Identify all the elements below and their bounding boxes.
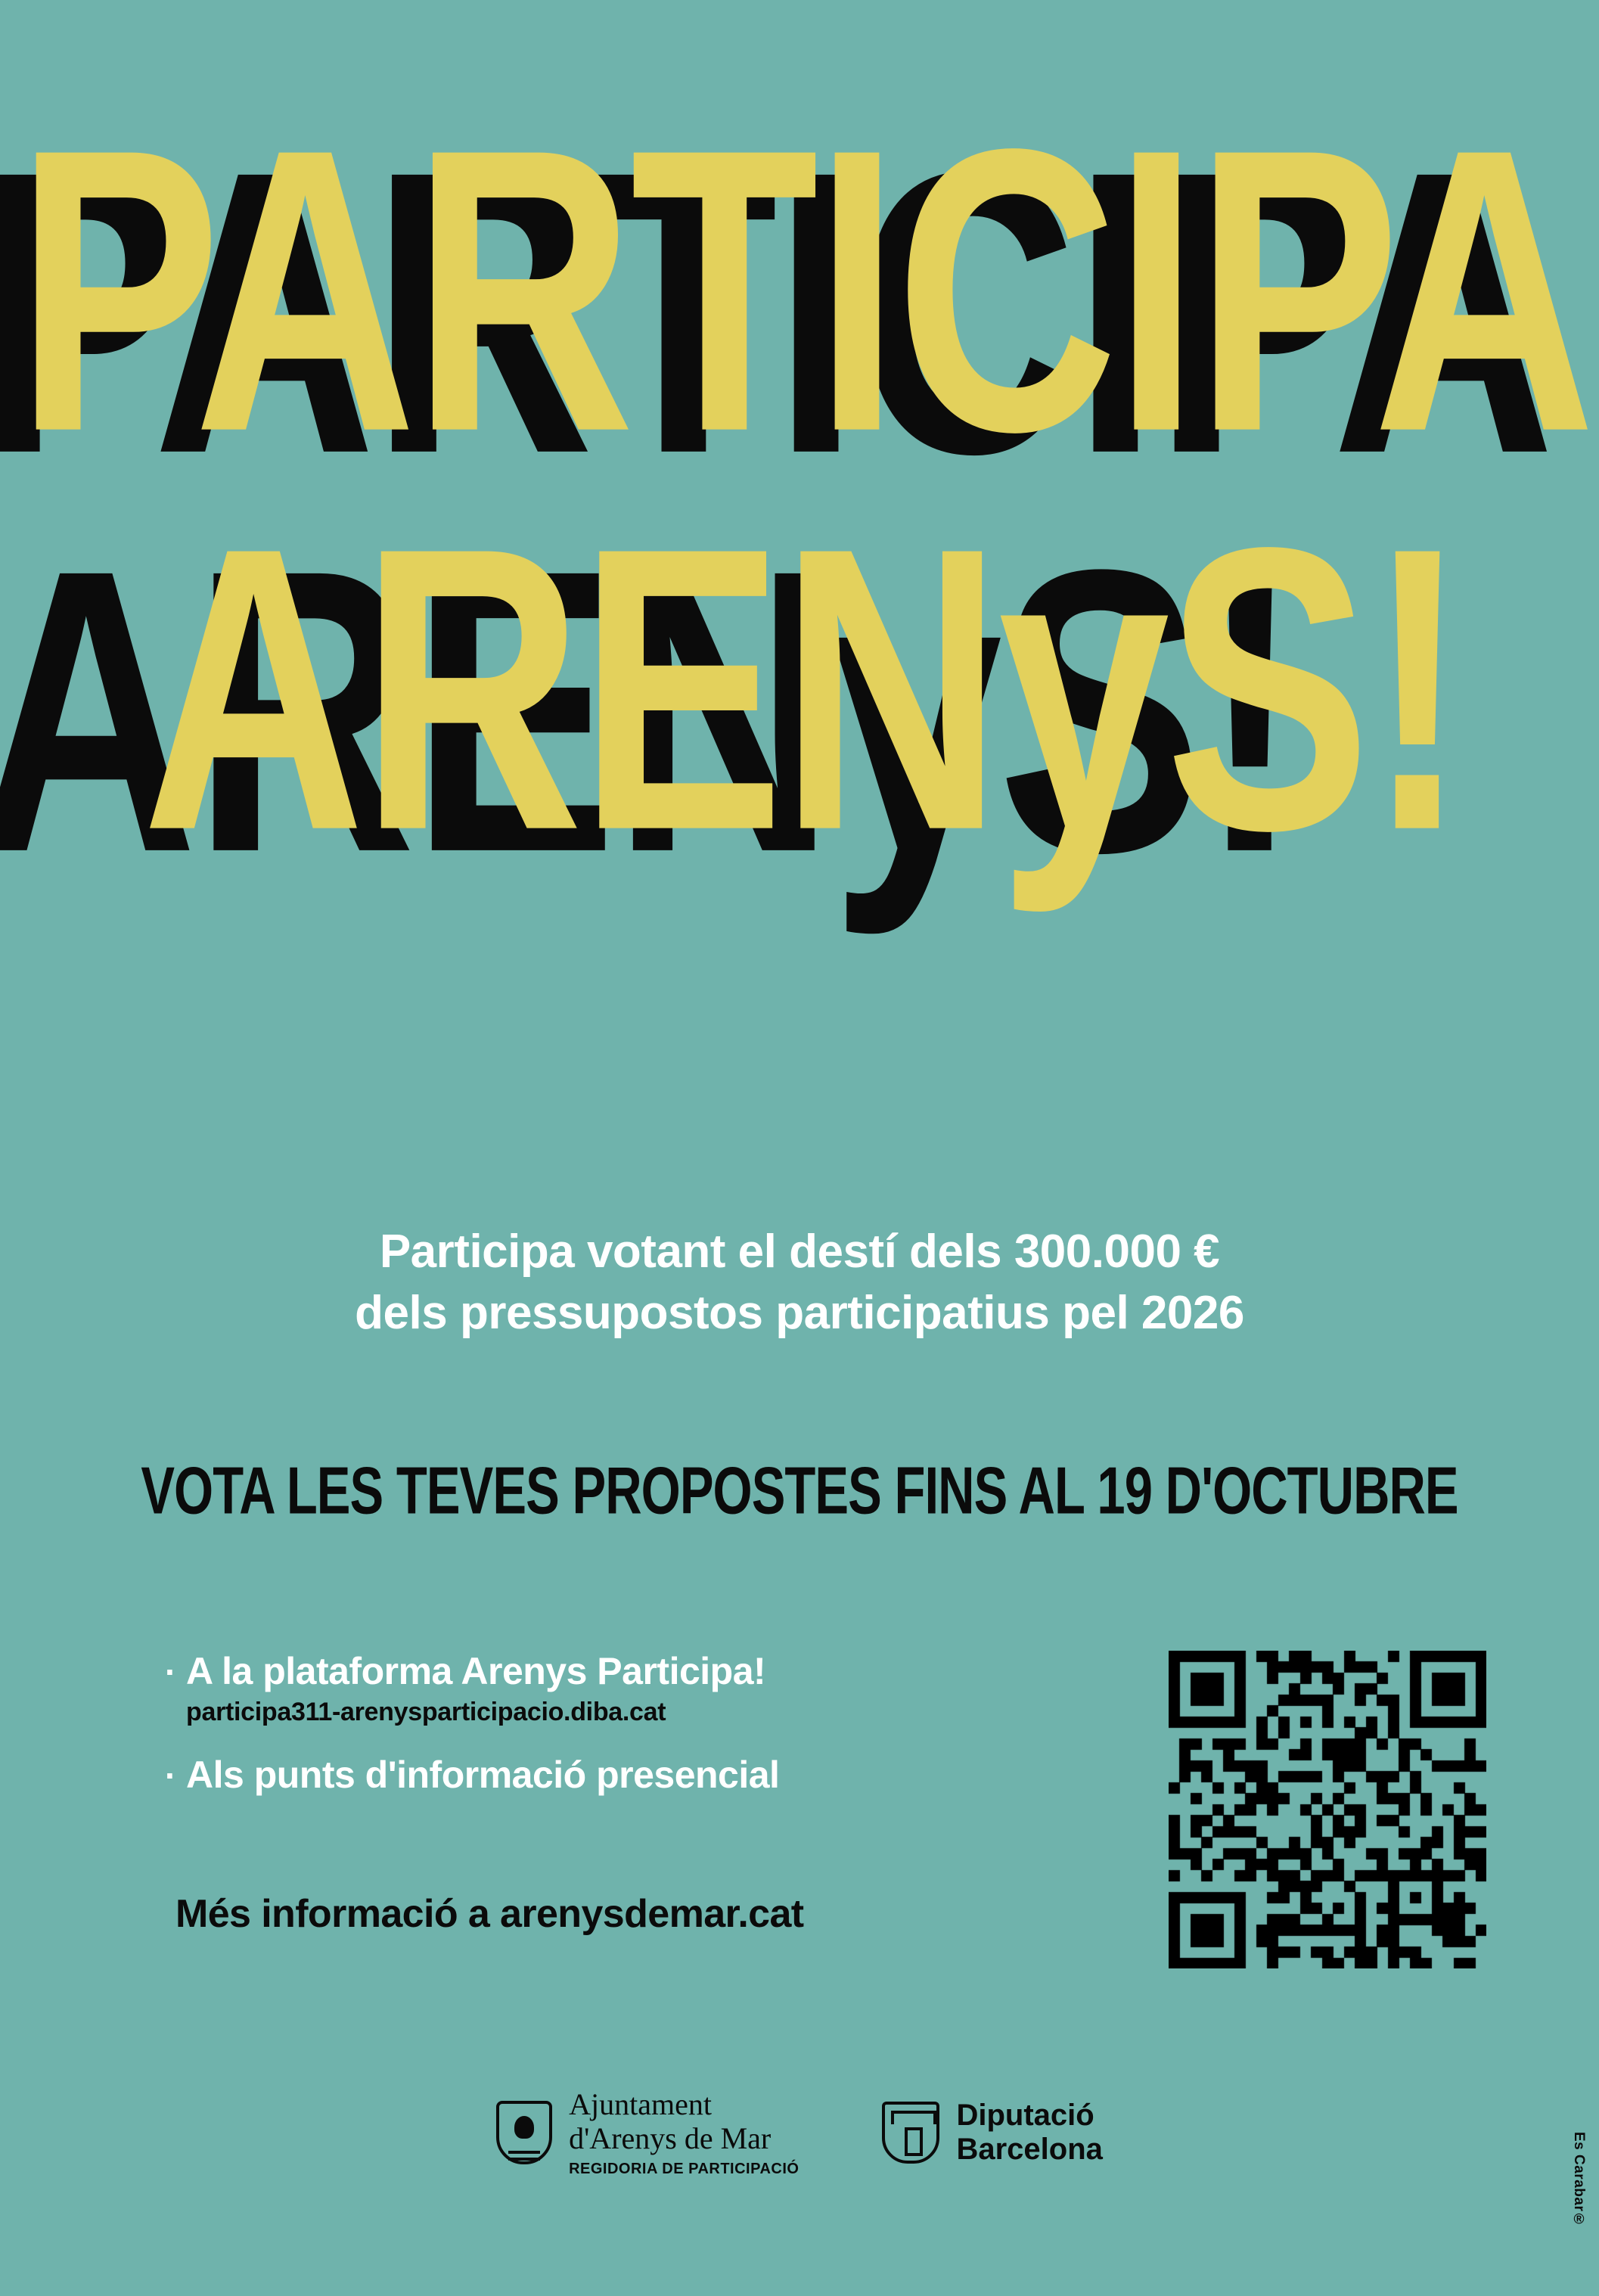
platform-url[interactable]: participa311-arenysparticipacio.diba.cat: [186, 1698, 666, 1726]
bullet-marker-icon: ·: [165, 1756, 176, 1795]
headline-line-1-text: PARTICIPA: [15, 65, 1591, 515]
list-item: [165, 1753, 1057, 1797]
subtitle: [0, 1222, 1599, 1344]
more-info-line[interactable]: Més informació a arenysdemar.cat: [175, 1892, 804, 1936]
logo-ajuntament: [496, 2088, 799, 2177]
logo-ajuntament-text: [569, 2088, 799, 2177]
logo-diputacio-text: [956, 2099, 1102, 2167]
qr-code[interactable]: [1169, 1651, 1486, 1968]
subtitle-line-2: dels pressupostos participatius pel 2026: [355, 1286, 1244, 1339]
bullet-label: Als punts d'informació presencial: [186, 1754, 780, 1796]
bullet-label: A la plataforma Arenys Participa!: [186, 1650, 766, 1692]
diputacio-crest-icon: [882, 2102, 939, 2164]
footer-logos: [0, 2088, 1599, 2177]
logo-ajuntament-line2: d'Arenys de Mar: [569, 2120, 772, 2155]
headline-line-2: [0, 464, 1599, 914]
tree-crest-icon: [496, 2101, 552, 2164]
bullet-list: [165, 1649, 1057, 1801]
logo-diputacio: [882, 2099, 1102, 2167]
headline-block: [0, 65, 1599, 914]
qr-code-canvas: [1169, 1651, 1486, 1968]
logo-diputacio-line1: Diputació: [956, 2099, 1094, 2133]
subtitle-line-1: Participa votant el destí dels 300.000 €: [379, 1226, 1220, 1278]
bullet-marker-icon: ·: [165, 1652, 176, 1692]
logo-ajuntament-line3: REGIDORIA DE PARTICIPACIÓ: [569, 2160, 800, 2177]
headline-line-2-text: ARENyS!: [141, 464, 1465, 914]
headline-line-1: [0, 65, 1599, 515]
logo-ajuntament-line1: Ajuntament: [569, 2087, 712, 2121]
call-to-action: VOTA LES TEVES PROPOSTES FINS AL 19 D'OCTUBRE: [141, 1454, 1458, 1528]
designer-credit: Es Carabar®: [1571, 2132, 1587, 2228]
logo-diputacio-line2: Barcelona: [956, 2132, 1103, 2166]
list-item: [165, 1649, 1057, 1693]
